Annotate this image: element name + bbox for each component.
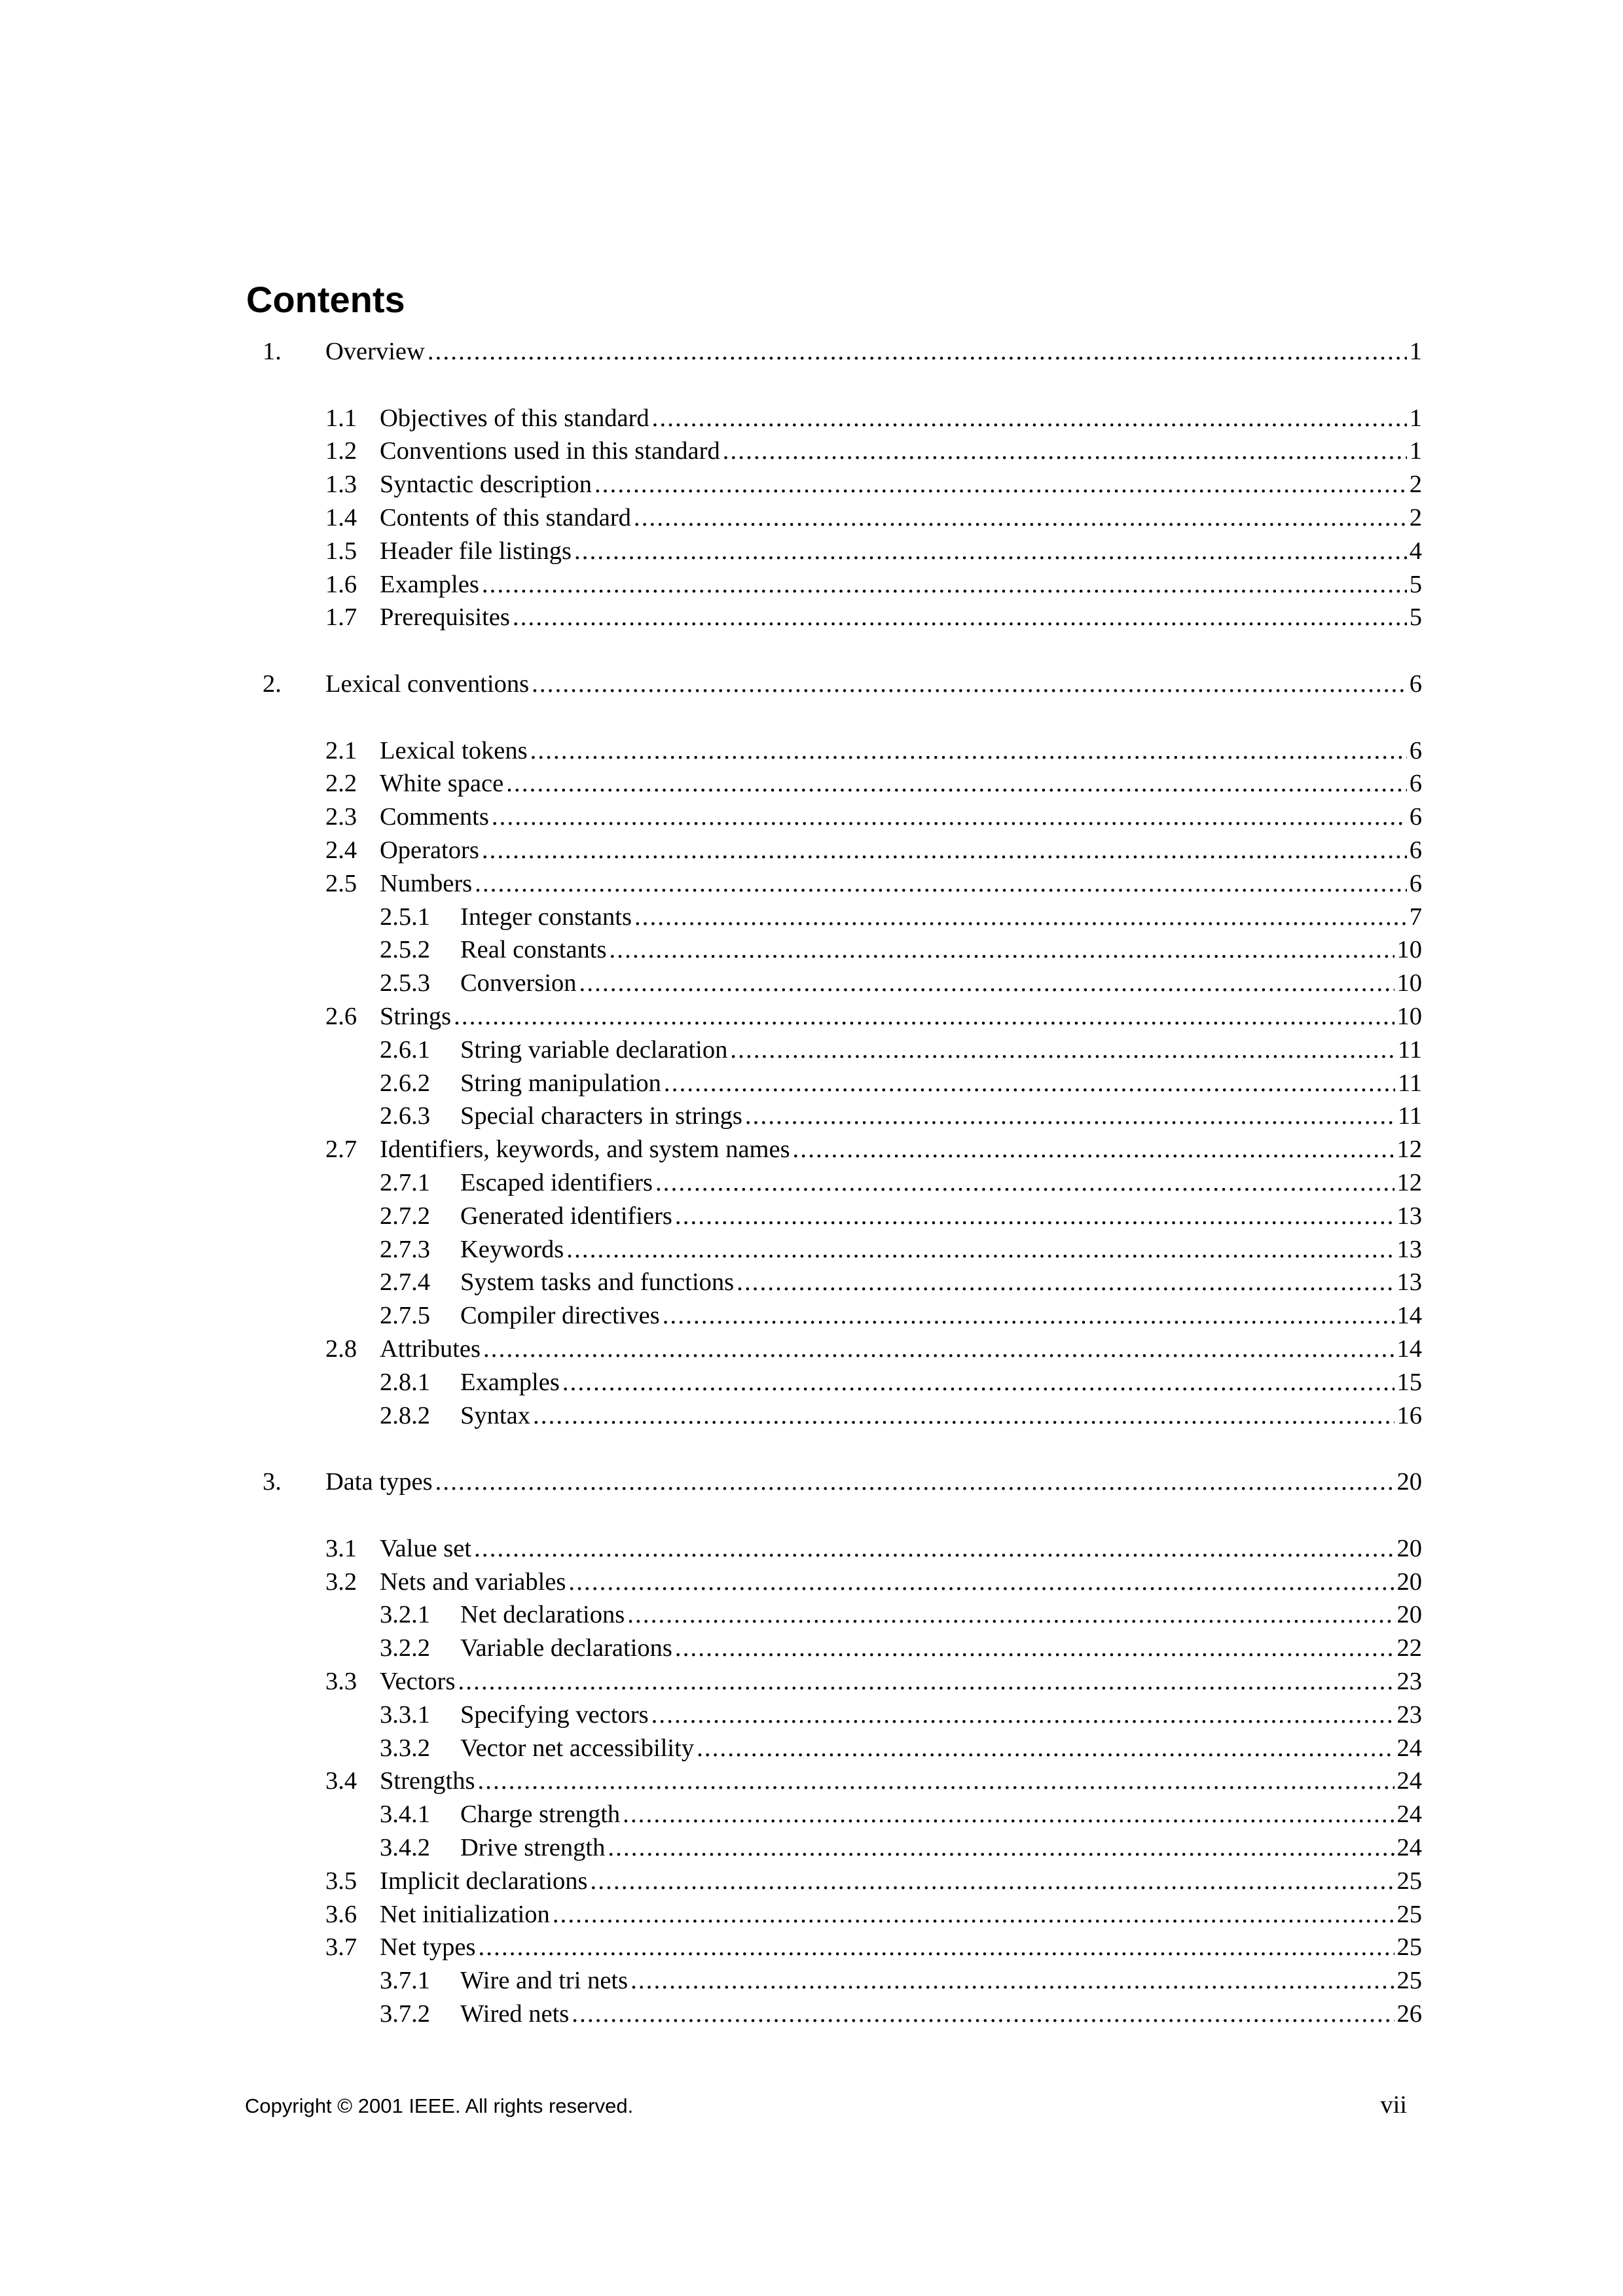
- dot-leader: [428, 335, 1407, 368]
- toc-entry-number: 2.5: [325, 869, 357, 897]
- toc-entry-number: 2.6: [325, 1003, 357, 1030]
- toc-entry-number: 2.8.1: [380, 1368, 430, 1396]
- dot-leader: [652, 402, 1407, 435]
- toc-entry-title: Wire and tri nets: [460, 1967, 629, 1995]
- toc-entry-number: 1.4: [325, 504, 357, 531]
- toc-entry[interactable]: [380, 1266, 1422, 1299]
- dot-leader: [492, 800, 1407, 834]
- dot-leader: [478, 1931, 1394, 1964]
- toc-entry[interactable]: [263, 1465, 1422, 1499]
- toc-entry-title: Compiler directives: [460, 1302, 660, 1330]
- toc-entry-page: 6: [1409, 736, 1422, 764]
- toc-entry[interactable]: [380, 1698, 1422, 1732]
- footer-copyright: Copyright © 2001 IEEE. All rights reserved.: [245, 2094, 634, 2117]
- toc-entry-title: Lexical tokens: [380, 736, 528, 764]
- toc-entry[interactable]: [263, 668, 1422, 701]
- toc-entry-page: 24: [1396, 1834, 1422, 1861]
- dot-leader: [458, 1665, 1394, 1698]
- toc-entry-page: 1: [1409, 404, 1422, 432]
- toc-entry-title: Comments: [380, 803, 489, 831]
- toc-entry-page: 20: [1396, 1601, 1422, 1629]
- toc-entry[interactable]: [380, 1299, 1422, 1333]
- toc-entry-page: 12: [1396, 1136, 1422, 1164]
- toc-entry-page: 20: [1396, 1534, 1422, 1562]
- toc-entry[interactable]: [380, 1233, 1422, 1266]
- toc-entry-page: 10: [1396, 936, 1422, 964]
- toc-entry-title: White space: [380, 770, 504, 798]
- toc-entry-number: 3.4.2: [380, 1834, 430, 1861]
- dot-leader: [532, 668, 1407, 701]
- toc-entry-page: 6: [1409, 770, 1422, 798]
- toc-entry-page: 23: [1396, 1700, 1422, 1729]
- toc-entry[interactable]: [380, 1067, 1422, 1100]
- toc-entry-title: Nets and variables: [380, 1568, 566, 1596]
- toc-entry-page: 13: [1396, 1202, 1422, 1230]
- toc-entry-page: 2: [1409, 504, 1422, 531]
- toc-entry[interactable]: [325, 1665, 1422, 1698]
- toc-entry-number: 3.7.2: [380, 2000, 430, 2028]
- dot-leader: [608, 1831, 1394, 1865]
- toc-entry-page: 25: [1396, 1867, 1422, 1895]
- toc-entry-number: 3.7: [325, 1933, 357, 1962]
- toc-entry-title: Drive strength: [460, 1834, 606, 1861]
- dot-leader: [562, 1366, 1395, 1399]
- toc-entry-number: 2.7.1: [380, 1169, 430, 1196]
- toc-entry-number: 2.7.2: [380, 1202, 430, 1230]
- dot-leader: [630, 1964, 1394, 1998]
- toc-entry-title: Data types: [325, 1468, 433, 1496]
- toc-entry[interactable]: [380, 1399, 1422, 1433]
- toc-entry[interactable]: [380, 967, 1422, 1000]
- toc-entry-number: 3.2: [325, 1568, 357, 1596]
- toc-entry-title: Examples: [460, 1368, 560, 1396]
- toc-entry[interactable]: [325, 601, 1422, 634]
- toc-entry[interactable]: [325, 535, 1422, 568]
- dot-leader: [651, 1698, 1395, 1732]
- toc-entry[interactable]: [380, 1200, 1422, 1233]
- dot-leader: [594, 468, 1407, 501]
- dot-leader: [477, 1765, 1394, 1798]
- toc-entry-title: Implicit declarations: [380, 1867, 588, 1895]
- toc-entry-number: 3.: [263, 1468, 282, 1496]
- toc-entry-number: 1.: [263, 338, 282, 365]
- toc-entry[interactable]: [325, 1765, 1422, 1798]
- toc-entry-number: 1.1: [325, 404, 357, 432]
- toc-entry-number: 2.7: [325, 1136, 357, 1164]
- toc-entry[interactable]: [325, 767, 1422, 800]
- toc-entry[interactable]: [380, 1366, 1422, 1399]
- dot-leader: [454, 1000, 1394, 1033]
- toc-entry[interactable]: [325, 1532, 1422, 1566]
- toc-entry[interactable]: [325, 1333, 1422, 1366]
- toc-entry-title: Net initialization: [380, 1900, 550, 1928]
- dot-leader: [609, 933, 1394, 967]
- toc-entry-page: 24: [1396, 1801, 1422, 1829]
- dot-leader: [737, 1266, 1394, 1299]
- toc-entry-title: Numbers: [380, 869, 473, 897]
- footer-page-number: vii: [1380, 2091, 1407, 2119]
- dot-leader: [591, 1865, 1395, 1898]
- toc-entry[interactable]: [380, 933, 1422, 967]
- toc-entry-page: 13: [1396, 1235, 1422, 1263]
- dot-leader: [730, 1033, 1395, 1067]
- toc-entry-title: Prerequisites: [380, 603, 510, 632]
- toc-entry-title: Lexical conventions: [325, 670, 530, 698]
- toc-entry[interactable]: [380, 1798, 1422, 1831]
- dot-leader: [745, 1100, 1395, 1133]
- toc-entry-number: 2.4: [325, 836, 357, 864]
- toc-entry-number: 2.6.2: [380, 1069, 430, 1097]
- toc-entry-title: Vectors: [380, 1668, 456, 1695]
- toc-entry-number: 3.1: [325, 1534, 357, 1562]
- toc-entry-title: Value set: [380, 1534, 472, 1562]
- dot-leader: [553, 1898, 1395, 1931]
- dot-leader: [483, 1333, 1395, 1366]
- toc-entry-title: Vector net accessibility: [460, 1734, 695, 1762]
- toc-entry[interactable]: [325, 867, 1422, 901]
- toc-entry-title: Objectives of this standard: [380, 404, 649, 432]
- toc-entry-number: 3.4: [325, 1767, 357, 1795]
- toc-entry-page: 24: [1396, 1767, 1422, 1795]
- toc-entry-title: Net declarations: [460, 1601, 625, 1629]
- toc-entry-page: 16: [1396, 1401, 1422, 1429]
- toc-entry-title: Contents of this standard: [380, 504, 631, 531]
- dot-leader: [435, 1465, 1395, 1499]
- toc-entry-page: 25: [1396, 1933, 1422, 1962]
- dot-leader: [482, 834, 1407, 867]
- toc-entry[interactable]: [380, 1732, 1422, 1765]
- toc-entry[interactable]: [325, 1931, 1422, 1964]
- toc-entry-number: 3.2.2: [380, 1634, 430, 1662]
- dot-leader: [723, 435, 1407, 468]
- toc-entry[interactable]: [325, 800, 1422, 834]
- toc-entry-title: Keywords: [460, 1235, 564, 1263]
- toc-entry-page: 2: [1409, 471, 1422, 499]
- toc-entry[interactable]: [380, 1166, 1422, 1200]
- toc-entry-title: Conventions used in this standard: [380, 437, 720, 465]
- toc-entry[interactable]: [325, 468, 1422, 501]
- toc-entry-title: Syntactic description: [380, 471, 592, 499]
- toc-entry-number: 2.5.1: [380, 903, 430, 931]
- toc-entry-title: Overview: [325, 338, 425, 365]
- toc-entry-title: System tasks and functions: [460, 1268, 735, 1297]
- dot-leader: [663, 1299, 1395, 1333]
- dot-leader: [634, 901, 1407, 934]
- toc-entry-page: 12: [1396, 1169, 1422, 1196]
- toc-entry-number: 2.1: [325, 736, 357, 764]
- toc-entry-number: 3.7.1: [380, 1967, 430, 1995]
- toc-entry-title: Net types: [380, 1933, 476, 1962]
- toc-entry-page: 11: [1397, 1069, 1422, 1097]
- toc-entry-page: 15: [1396, 1368, 1422, 1396]
- toc-entry-number: 3.3: [325, 1668, 357, 1695]
- toc-entry-number: 2.7.3: [380, 1235, 430, 1263]
- toc-entry-page: 22: [1396, 1634, 1422, 1662]
- dot-leader: [634, 501, 1407, 535]
- dot-leader: [533, 1399, 1395, 1433]
- toc-entry-title: Examples: [380, 570, 479, 598]
- toc-entry-number: 3.2.1: [380, 1601, 430, 1629]
- toc-entry-title: Special characters in strings: [460, 1102, 742, 1130]
- dot-leader: [793, 1133, 1395, 1166]
- toc-entry-number: 2.: [263, 670, 282, 698]
- toc-entry-page: 5: [1409, 570, 1422, 598]
- toc-entry-title: Specifying vectors: [460, 1700, 649, 1729]
- toc-entry[interactable]: [325, 1898, 1422, 1931]
- toc-entry-number: 1.3: [325, 471, 357, 499]
- toc-entry-title: Charge strength: [460, 1801, 621, 1829]
- toc-entry-title: Integer constants: [460, 903, 632, 931]
- toc-entry-title: Variable declarations: [460, 1634, 672, 1662]
- toc-entry[interactable]: [325, 834, 1422, 867]
- dot-leader: [675, 1200, 1395, 1233]
- toc-entry[interactable]: [325, 435, 1422, 468]
- toc-entry-number: 2.6.1: [380, 1035, 430, 1064]
- toc-entry[interactable]: [380, 901, 1422, 934]
- toc-entry-title: Strengths: [380, 1767, 475, 1795]
- toc-entry[interactable]: [380, 1100, 1422, 1133]
- toc-entry[interactable]: [325, 1865, 1422, 1898]
- dot-leader: [623, 1798, 1394, 1831]
- toc-entry[interactable]: [380, 1998, 1422, 2031]
- toc-entry-number: 2.8.2: [380, 1401, 430, 1429]
- toc-entry-title: Real constants: [460, 936, 607, 964]
- toc-entry-page: 26: [1396, 2000, 1422, 2028]
- toc-entry-page: 25: [1396, 1900, 1422, 1928]
- dot-leader: [697, 1732, 1394, 1765]
- toc-entry-number: 2.5.3: [380, 969, 430, 997]
- toc-entry[interactable]: [325, 1000, 1422, 1033]
- toc-entry-page: 10: [1396, 969, 1422, 997]
- toc-entry[interactable]: [380, 1964, 1422, 1998]
- toc-entry-title: Generated identifiers: [460, 1202, 672, 1230]
- toc-entry-number: 3.3.1: [380, 1700, 430, 1729]
- toc-entry[interactable]: [380, 1632, 1422, 1665]
- toc-entry-page: 6: [1409, 670, 1422, 698]
- toc-entry-title: String manipulation: [460, 1069, 661, 1097]
- toc-entry-page: 14: [1396, 1335, 1422, 1363]
- toc-entry-page: 6: [1409, 869, 1422, 897]
- toc-entry-page: 1: [1409, 437, 1422, 465]
- toc-entry-number: 1.2: [325, 437, 357, 465]
- toc-entry-page: 11: [1397, 1102, 1422, 1130]
- toc-entry-page: 20: [1396, 1568, 1422, 1596]
- toc-entry-page: 25: [1396, 1967, 1422, 1995]
- dot-leader: [506, 767, 1407, 800]
- toc-entry-number: 2.8: [325, 1335, 357, 1363]
- toc-entry-page: 6: [1409, 836, 1422, 864]
- toc-entry-number: 1.6: [325, 570, 357, 598]
- toc-entry-page: 1: [1409, 338, 1422, 365]
- dot-leader: [675, 1632, 1395, 1665]
- toc-entry[interactable]: [325, 1566, 1422, 1599]
- toc-entry-title: Conversion: [460, 969, 577, 997]
- toc-entry-title: Operators: [380, 836, 479, 864]
- toc-entry-number: 3.6: [325, 1900, 357, 1928]
- dot-leader: [566, 1233, 1394, 1266]
- toc-entry[interactable]: [380, 1598, 1422, 1632]
- toc-entry[interactable]: [325, 402, 1422, 435]
- dot-leader: [627, 1598, 1394, 1632]
- toc-entry-page: 4: [1409, 537, 1422, 565]
- toc-entry[interactable]: [325, 501, 1422, 535]
- toc-entry-number: 1.7: [325, 603, 357, 632]
- toc-entry-page: 24: [1396, 1734, 1422, 1762]
- dot-leader: [530, 734, 1407, 768]
- toc-entry-number: 1.5: [325, 537, 357, 565]
- toc-entry-number: 2.2: [325, 770, 357, 798]
- page-title: Contents: [246, 278, 405, 320]
- toc-entry[interactable]: [325, 568, 1422, 601]
- dot-leader: [513, 601, 1407, 634]
- toc-entry-title: Strings: [380, 1003, 452, 1030]
- toc-entry-number: 2.7.4: [380, 1268, 430, 1297]
- toc-entry[interactable]: [380, 1831, 1422, 1865]
- dot-leader: [475, 867, 1407, 901]
- toc-entry-number: 3.3.2: [380, 1734, 430, 1762]
- toc-entry-title: Attributes: [380, 1335, 481, 1363]
- toc-entry[interactable]: [263, 335, 1422, 368]
- toc-entry-page: 11: [1397, 1035, 1422, 1064]
- toc-entry-title: Escaped identifiers: [460, 1169, 653, 1196]
- toc-entry-number: 2.7.5: [380, 1302, 430, 1330]
- toc-entry-number: 2.3: [325, 803, 357, 831]
- dot-leader: [574, 535, 1407, 568]
- toc-entry-page: 6: [1409, 803, 1422, 831]
- toc-entry-number: 2.5.2: [380, 936, 430, 964]
- toc-entry[interactable]: [325, 734, 1422, 768]
- toc-entry-page: 5: [1409, 603, 1422, 632]
- dot-leader: [664, 1067, 1395, 1100]
- toc-entry[interactable]: [325, 1133, 1422, 1166]
- toc-entry-number: 2.6.3: [380, 1102, 430, 1130]
- toc-entry-title: Header file listings: [380, 537, 572, 565]
- toc-entry-page: 14: [1396, 1302, 1422, 1330]
- toc-entry-page: 7: [1409, 903, 1422, 931]
- toc-entry-title: Wired nets: [460, 2000, 570, 2028]
- dot-leader: [572, 1998, 1394, 2031]
- toc-entry-number: 3.4.1: [380, 1801, 430, 1829]
- dot-leader: [579, 967, 1395, 1000]
- dot-leader: [655, 1166, 1395, 1200]
- toc-entry-title: Syntax: [460, 1401, 530, 1429]
- toc-entry-page: 23: [1396, 1668, 1422, 1695]
- dot-leader: [482, 568, 1407, 601]
- toc-entry-page: 10: [1396, 1003, 1422, 1030]
- toc-entry-title: String variable declaration: [460, 1035, 728, 1064]
- dot-leader: [568, 1566, 1394, 1599]
- toc-entry-number: 3.5: [325, 1867, 357, 1895]
- toc-entry-page: 13: [1396, 1268, 1422, 1297]
- toc-entry[interactable]: [380, 1033, 1422, 1067]
- toc-entry-page: 20: [1396, 1468, 1422, 1496]
- dot-leader: [474, 1532, 1394, 1566]
- toc-entry-title: Identifiers, keywords, and system names: [380, 1136, 790, 1164]
